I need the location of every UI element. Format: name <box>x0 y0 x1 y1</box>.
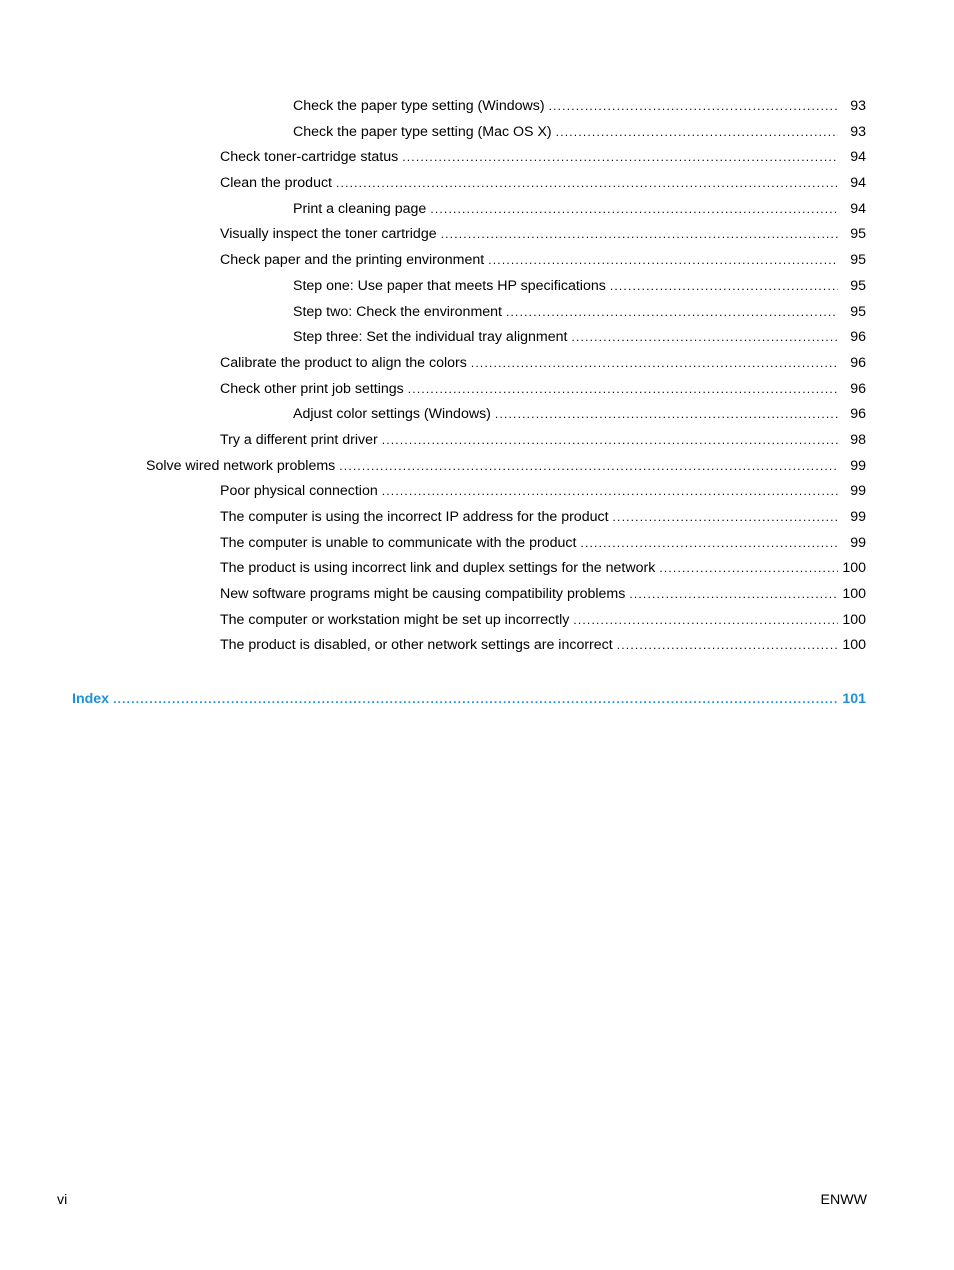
toc-entry[interactable] <box>0 96 954 122</box>
toc-leader-dots <box>659 558 838 578</box>
toc-entry-page: 94 <box>850 175 866 192</box>
toc-leader-dots <box>629 584 838 604</box>
toc-index-title: Index <box>72 691 110 708</box>
toc-entry-title: Step three: Set the individual tray alignment <box>293 329 568 346</box>
toc-entry-title: The computer is unable to communicate with the product <box>220 534 577 551</box>
toc-entry[interactable] <box>0 199 954 225</box>
toc-entry-page: 99 <box>850 534 866 551</box>
toc-entry-page: 94 <box>850 200 866 217</box>
toc-entry-page: 100 <box>842 637 866 654</box>
toc-entry-page: 99 <box>850 509 866 525</box>
toc-entry-title: Print a cleaning page <box>293 200 427 217</box>
table-of-contents <box>0 96 954 715</box>
toc-leader-dots <box>610 276 838 296</box>
toc-leader-dots <box>571 327 838 347</box>
toc-leader-dots <box>402 147 838 167</box>
toc-leader-dots <box>617 635 838 655</box>
toc-entry[interactable] <box>0 635 954 661</box>
toc-entry-title: Check toner-cartridge status <box>220 149 399 166</box>
toc-entry-page: 96 <box>850 406 866 423</box>
toc-entry-page: 95 <box>850 277 866 294</box>
toc-leader-dots <box>382 481 838 501</box>
toc-entry-title: Clean the product <box>220 175 332 192</box>
toc-entry-page: 98 <box>850 431 866 448</box>
footer-page-number: vi <box>57 1192 68 1208</box>
toc-entry[interactable] <box>0 173 954 199</box>
toc-entry[interactable] <box>0 430 954 456</box>
toc-leader-dots <box>573 610 838 630</box>
toc-leader-dots <box>430 199 838 219</box>
toc-entry[interactable] <box>0 533 954 559</box>
toc-entry-title: Check the paper type setting (Windows) <box>293 98 545 114</box>
toc-entry[interactable] <box>0 147 954 173</box>
toc-entry-page: 100 <box>842 586 866 603</box>
toc-entry-title: Poor physical connection <box>220 483 378 500</box>
toc-entry-title: Visually inspect the toner cartridge <box>220 226 437 243</box>
toc-entry-title: Check paper and the printing environment <box>220 252 485 269</box>
toc-leader-dots <box>408 379 838 399</box>
toc-entry-title: Solve wired network problems <box>146 457 336 474</box>
toc-entry[interactable] <box>0 507 954 533</box>
toc-entry-title: The product is using incorrect link and duplex settings for the network <box>220 560 656 577</box>
toc-leader-dots <box>339 456 838 476</box>
toc-entry[interactable] <box>0 558 954 584</box>
toc-entry-page: 96 <box>850 329 866 346</box>
toc-leader-dots <box>471 353 838 373</box>
toc-entry[interactable] <box>0 456 954 482</box>
toc-entry-page: 100 <box>842 560 866 577</box>
toc-entry-title: New software programs might be causing compatibility problems <box>220 586 626 603</box>
toc-entry-title: The computer or workstation might be set up incorrectly <box>220 611 570 628</box>
toc-leader-dots <box>113 689 838 709</box>
toc-entry-page: 94 <box>850 149 866 166</box>
toc-leader-dots <box>580 533 838 553</box>
toc-entry-page: 96 <box>850 380 866 397</box>
toc-entry-page: 93 <box>850 123 866 140</box>
toc-entry-title: Adjust color settings (Windows) <box>293 406 491 423</box>
toc-entry[interactable] <box>0 481 954 507</box>
toc-entry[interactable] <box>0 404 954 430</box>
toc-leader-dots <box>613 507 838 527</box>
toc-leader-dots <box>556 122 838 142</box>
toc-entry-title: Try a different print driver <box>220 431 378 448</box>
toc-leader-dots <box>549 96 838 116</box>
toc-entry-title: Calibrate the product to align the colors <box>220 354 467 371</box>
toc-entry[interactable] <box>0 224 954 250</box>
toc-leader-dots <box>506 302 838 322</box>
toc-index-link[interactable] <box>0 689 954 715</box>
toc-entry[interactable] <box>0 379 954 405</box>
toc-entry-title: The product is disabled, or other network settings are incorrect <box>220 637 613 654</box>
toc-entry-title: The computer is using the incorrect IP address for the product <box>220 509 609 525</box>
toc-entry[interactable] <box>0 122 954 148</box>
toc-entry-page: 95 <box>850 303 866 320</box>
toc-leader-dots <box>336 173 838 193</box>
toc-entry[interactable] <box>0 276 954 302</box>
toc-entry-title: Check the paper type setting (Mac OS X) <box>293 123 552 140</box>
toc-entry-title: Step one: Use paper that meets HP specifications <box>293 277 606 294</box>
toc-entry[interactable] <box>0 610 954 636</box>
toc-entry[interactable] <box>0 327 954 353</box>
toc-entry[interactable] <box>0 302 954 328</box>
toc-entry-page: 93 <box>850 98 866 114</box>
toc-entry-page: 99 <box>850 483 866 500</box>
toc-leader-dots <box>488 250 838 270</box>
toc-leader-dots <box>441 224 838 244</box>
toc-leader-dots <box>382 430 838 450</box>
toc-entry-title: Check other print job settings <box>220 380 404 397</box>
toc-entry[interactable] <box>0 584 954 610</box>
toc-entry-page: 100 <box>842 611 866 628</box>
toc-entry-page: 95 <box>850 226 866 243</box>
toc-entry-title: Step two: Check the environment <box>293 303 502 320</box>
toc-entry-page: 96 <box>850 354 866 371</box>
toc-entry-page: 95 <box>850 252 866 269</box>
toc-leader-dots <box>495 404 838 424</box>
footer-doc-code: ENWW <box>820 1192 867 1208</box>
toc-index-page: 101 <box>842 691 866 708</box>
toc-entry-page: 99 <box>850 457 866 474</box>
toc-entry[interactable] <box>0 353 954 379</box>
toc-entry[interactable] <box>0 250 954 276</box>
